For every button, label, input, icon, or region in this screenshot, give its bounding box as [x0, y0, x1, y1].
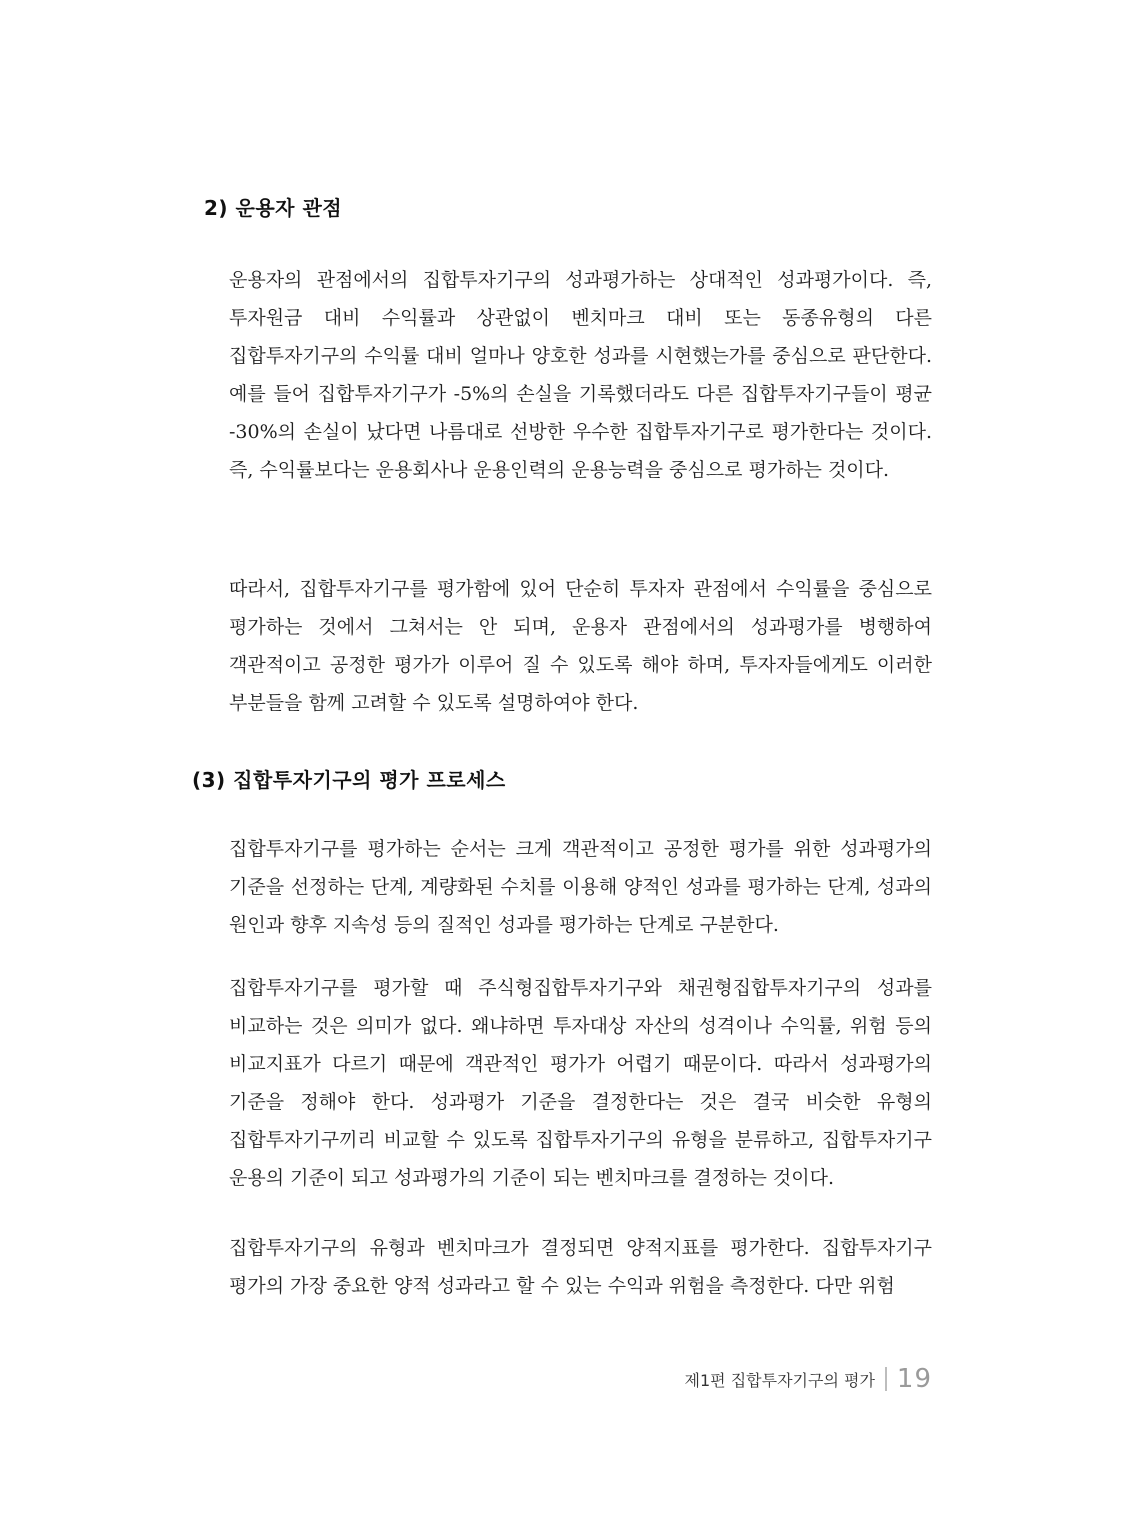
section-heading-operator-perspective: 2) 운용자 관점 [204, 196, 343, 220]
footer-divider [885, 1367, 887, 1391]
running-footer-title: 제1편 집합투자기구의 평가 [684, 1370, 875, 1390]
paragraph-evaluation-steps: 집합투자기구를 평가하는 순서는 크게 객관적이고 공정한 평가를 위한 성과평가의 기준을 선정하는 단계, 계량화된 수치를 이용해 양적인 성과를 평가하는 단계, 성과의 원인과 향후 지속성 등의 질적인 성과를 평가하는 단계로 구분한다. [229, 838, 932, 936]
paragraph-parallel-evaluation: 따라서, 집합투자기구를 평가함에 있어 단순히 투자자 관점에서 수익률을 중심으로 평가하는 것에서 그쳐서는 안 되며, 운용자 관점에서의 성과평가를 병행하여 객관적이고 공정한 평가가 이루어 질 수 있도록 해야 하며, 투자자들에게도 이러한 부분들을 함께 고려할 수 있도록 설명하여야 한다. [229, 578, 932, 714]
paragraph-quantitative-indicators: 집합투자기구의 유형과 벤치마크가 결정되면 양적지표를 평가한다. 집합투자기구 평가의 가장 중요한 양적 성과라고 할 수 있는 수익과 위험을 측정한다. 다만 위험 [229, 1237, 932, 1297]
paragraph-evaluation-criteria: 집합투자기구를 평가할 때 주식형집합투자기구와 채권형집합투자기구의 성과를 비교하는 것은 의미가 없다. 왜냐하면 투자대상 자산의 성격이나 수익률, 위험 등의 비교지표가 다르기 때문에 객관적인 평가가 어렵기 때문이다. 따라서 성과평가의 기준을 정해야 한다. 성과평가 기준을 결정한다는 것은 결국 비슷한 유형의 집합투자기구끼리 비교할 수 있도록 집합투자기구의 유형을 분류하고, 집합투자기구 운용의 기준이 되고 성과평가의 기준이 되는 벤치마크를 결정하는 것이다. [229, 977, 932, 1189]
section-heading-evaluation-process: (3) 집합투자기구의 평가 프로세스 [192, 768, 506, 792]
page-number: 19 [896, 1364, 932, 1394]
paragraph-relative-performance: 운용자의 관점에서의 집합투자기구의 성과평가하는 상대적인 성과평가이다. 즉, 투자원금 대비 수익률과 상관없이 벤치마크 대비 또는 동종유형의 다른 집합투자기구의 수익률 대비 얼마나 양호한 성과를 시현했는가를 중심으로 판단한다. 예를 들어 집합투자기구가 -5%의 손실을 기록했더라도 다른 집합투자기구들이 평균 -30%의 손실이 났다면 나름대로 선방한 우수한 집합투자기구로 평가한다는 것이다. 즉, 수익률보다는 운용회사나 운용인력의 운용능력을 중심으로 평가하는 것이다. [229, 269, 932, 481]
page-footer [685, 1364, 932, 1394]
